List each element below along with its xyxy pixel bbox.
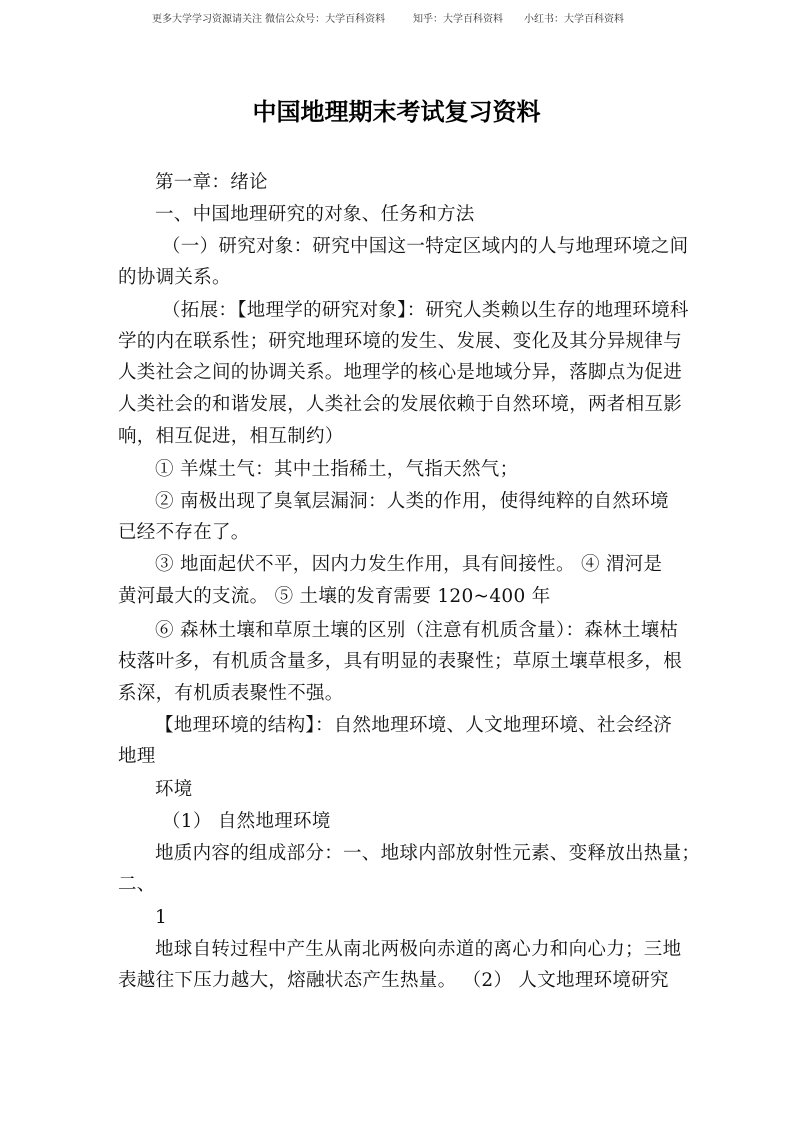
text-line: （一）研究对象：研究中国这一特定区域内的人与地理环境之间 xyxy=(162,236,689,257)
text-line: 的协调关系。 xyxy=(118,267,231,288)
header-zhihu: 知乎：大学百科资料 xyxy=(413,14,503,25)
text-line: （拓展：【地理学的研究对象】：研究人类赖以生存的地理环境科 xyxy=(162,300,689,321)
text-line: 人类社会的和谐发展，人类社会的发展依赖于自然环境，两者相互影 xyxy=(118,394,683,415)
document-title: 中国地理期末考试复习资料 xyxy=(252,98,541,126)
text-line: 第一章：绪论 xyxy=(155,172,268,193)
text-line: 系深，有机质表聚性不强。 xyxy=(118,683,344,704)
text-line: 已经不存在了。 xyxy=(118,522,250,543)
text-line: ⑥ 森林土壤和草原土壤的区别（注意有机质含量）：森林土壤枯 xyxy=(155,620,679,641)
text-line: 1 xyxy=(155,907,168,928)
text-line: （1） 自然地理环境 xyxy=(162,811,331,832)
text-line: 表越往下压力越大，熔融状态产生热量。 （2） 人文地理环境研究 xyxy=(118,970,669,991)
text-line: 环境 xyxy=(155,779,193,800)
text-line: 二、 xyxy=(118,874,156,895)
text-line: 【地理环境的结构】：自然地理环境、人文地理环境、社会经济 xyxy=(155,715,673,736)
text-line: 一、中国地理研究的对象、任务和方法 xyxy=(155,204,475,225)
text-line: 响，相互促进，相互制约） xyxy=(118,426,344,447)
text-line: 人类社会之间的协调关系。地理学的核心是地域分异，落脚点为促进 xyxy=(118,362,683,383)
text-line: 黄河最大的支流。 ⑤ 土壤的发育需要 120~400 年 xyxy=(118,586,551,607)
text-line: ③ 地面起伏不平，因内力发生作用，具有间接性。 ④ 渭河是 xyxy=(155,554,663,575)
text-line: 地球自转过程中产生从南北两极向赤道的离心力和向心力；三地 xyxy=(155,939,682,960)
header-xiaohongshu: 小红书：大学百科资料 xyxy=(524,14,624,25)
text-line: ① 羊煤土气：其中土指稀土，气指天然气； xyxy=(155,459,519,480)
text-line: 地质内容的组成部分：一、地球内部放射性元素、变释放出热量； xyxy=(155,843,701,864)
text-line: 学的内在联系性；研究地理环境的发生、发展、变化及其分异规律与 xyxy=(118,331,683,352)
header-wechat: 更多大学学习资源请关注 微信公众号：大学百科资料 xyxy=(152,14,386,25)
text-line: 地理 xyxy=(118,746,156,767)
text-line: 枝落叶多，有机质含量多，具有明显的表聚性；草原土壤草根多，根 xyxy=(118,651,683,672)
text-line: ② 南极出现了臭氧层漏洞：人类的作用，使得纯粹的自然环境 xyxy=(155,491,669,512)
